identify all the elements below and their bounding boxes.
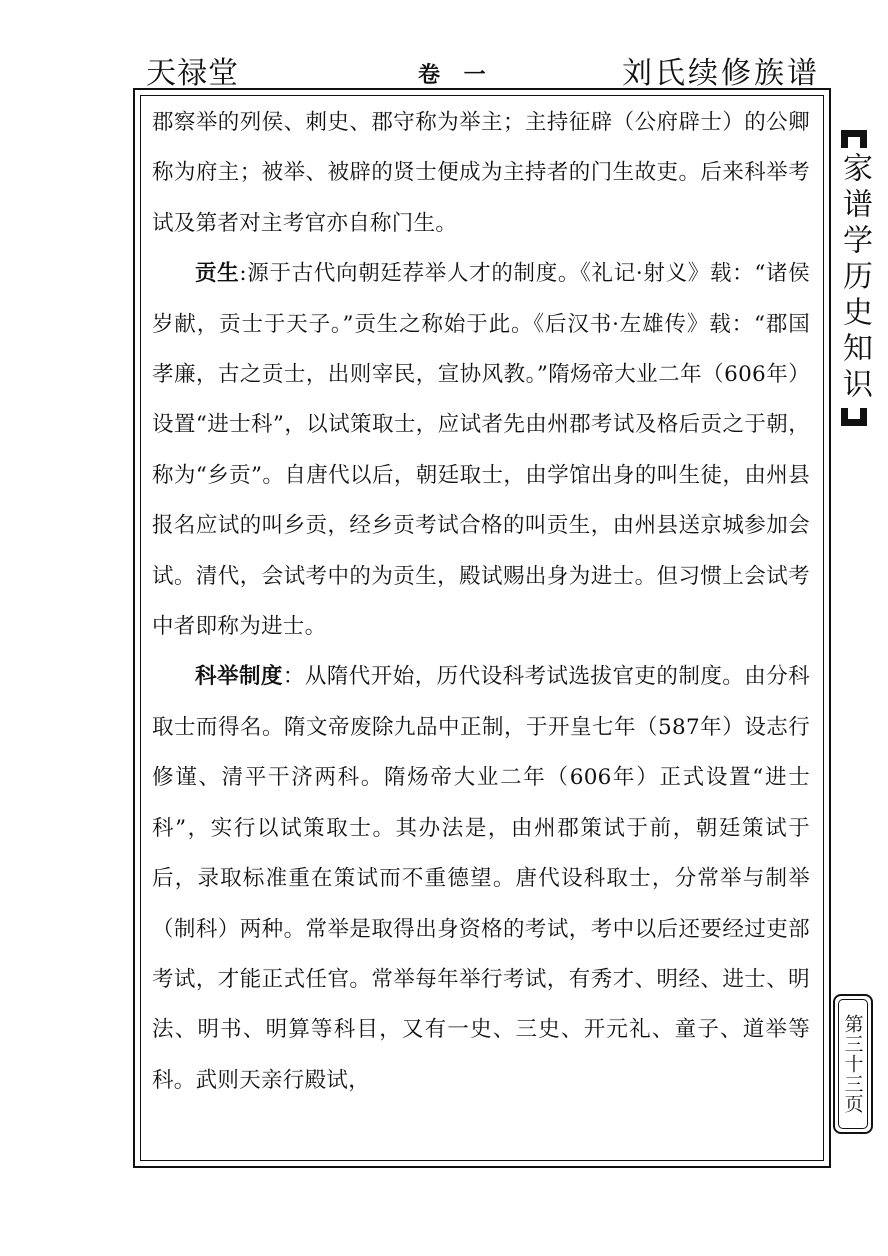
bracket-bottom-icon bbox=[841, 408, 867, 426]
paragraph-text: ：从隋代开始，历代设科考试选拔官吏的制度。由分科取士而得名。隋文帝废除九品中正制，于开皇七年（587年）设志行修谨、清平干济两科。隋炀帝大业二年（606年）正式设置“进士科”，实行以试策取士。其办法是，由州郡策试于前，朝廷策试于后，录取标准重在策试而不重德望。唐代设科取士，分常举与制举（制科）两种。常举是取得出身资格的考试，考中以后还要经过吏部考试，才能正式任官。常举每年举行考试，有秀才、明经、进士、明法、明书、明算等科目，又有一史、三史、开元礼、童子、道举等科。武则天亲行殿试， bbox=[152, 664, 811, 1093]
term-gongsheng: 贡生 bbox=[195, 261, 240, 287]
paragraph-text: 郡察举的列侯、刺史、郡守称为举主；主持征辟（公府辟士）的公卿称为府主；被举、被辟的贤士便成为主持者的门生故吏。后来科举考试及第者对主考官亦自称门生。 bbox=[152, 110, 810, 236]
paragraph-text: :源于古代向朝廷荐举人才的制度。《礼记·射义》载：“诸侯岁献，贡士于天子。”贡生之称始于此。《后汉书·左雄传》载：“郡国孝廉，古之贡士，出则宰民，宣协风教。”隋炀帝大业二年（606年）设置“进士科”，以试策取士，应试者先由州郡考试及格后贡之于朝，称为“乡贡”。自唐代以后，朝廷取士，由学馆出身的叫生徒，由州县报名应试的叫乡贡，经乡贡考试合格的叫贡生，由州县送京城参加会试。清代，会试考中的为贡生，殿试赐出身为进士。但习惯上会试考中者即称为进士。 bbox=[152, 261, 810, 640]
side-title bbox=[834, 130, 874, 426]
paragraph-keju bbox=[152, 652, 810, 1106]
bracket-top-icon bbox=[841, 130, 867, 148]
side-title-text: 家谱学历史知识 bbox=[837, 152, 872, 404]
body-text bbox=[152, 98, 810, 1106]
paragraph-gongsheng bbox=[152, 249, 810, 652]
header-left: 天禄堂 bbox=[146, 56, 239, 91]
paragraph-continuation bbox=[152, 98, 810, 249]
header-volume: 卷 一 bbox=[418, 62, 494, 88]
header-right: 刘氏续修族谱 bbox=[622, 56, 820, 91]
page-number-text: 第三十三页 bbox=[841, 1014, 864, 1114]
page-number-tab bbox=[833, 994, 873, 1134]
term-keju: 科举制度 bbox=[195, 664, 283, 690]
